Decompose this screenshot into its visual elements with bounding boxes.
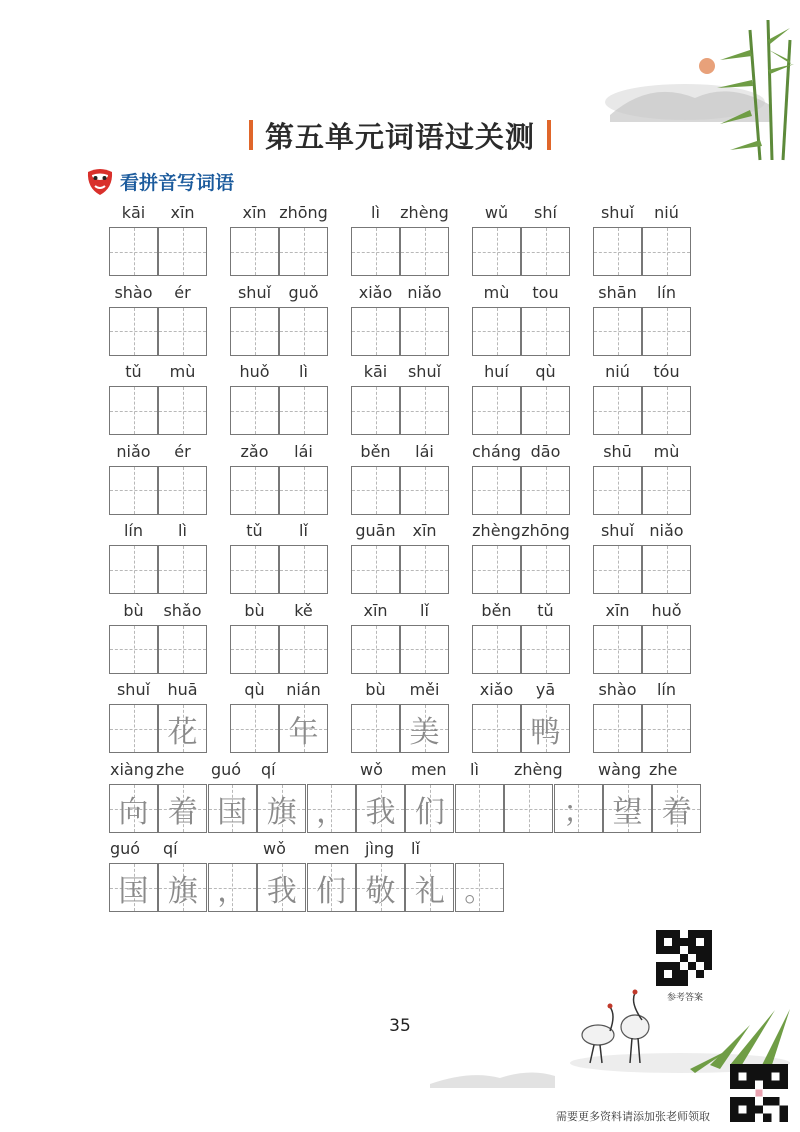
pinyin-syllable: tou	[532, 282, 559, 302]
cell-char	[159, 626, 206, 673]
pinyin-syllable: tǔ	[537, 600, 554, 620]
writing-cell[interactable]	[230, 227, 279, 276]
writing-cell[interactable]	[257, 784, 306, 833]
pinyin-syllable: qí	[261, 760, 276, 779]
cell-char	[522, 387, 569, 434]
title-bar-left	[249, 120, 253, 150]
cell-char	[352, 308, 399, 355]
cell-char	[280, 626, 327, 673]
cell-char	[643, 387, 690, 434]
cell-char: 礼	[414, 873, 445, 909]
cell-char	[594, 546, 641, 593]
pinyin-syllable: lì	[470, 760, 479, 779]
writing-cell[interactable]	[521, 704, 570, 753]
writing-cell[interactable]	[521, 545, 570, 594]
writing-cell[interactable]	[351, 545, 400, 594]
writing-cell[interactable]	[109, 704, 158, 753]
writing-cell[interactable]	[521, 466, 570, 515]
pinyin-syllable: xīn	[363, 600, 388, 620]
cell-char	[473, 546, 520, 593]
writing-cell[interactable]	[158, 863, 207, 912]
pinyin-syllable: men	[314, 839, 350, 858]
ink-wash-decoration	[430, 1062, 560, 1092]
pinyin-syllable: shí	[534, 203, 557, 222]
writing-cell[interactable]	[554, 784, 603, 833]
pinyin-syllable: zhe	[156, 760, 185, 779]
pinyin-syllable: shào	[114, 282, 153, 302]
cell-char	[231, 308, 278, 355]
cell-char: 着	[167, 794, 198, 830]
opera-mask-icon	[86, 166, 114, 196]
writing-cell[interactable]	[257, 863, 306, 912]
cell-char	[231, 546, 278, 593]
writing-cell[interactable]	[472, 466, 521, 515]
writing-cell[interactable]	[400, 704, 449, 753]
cell-char	[352, 387, 399, 434]
answer-qr-code	[656, 930, 712, 986]
writing-cell[interactable]	[158, 784, 207, 833]
writing-cell[interactable]	[405, 863, 454, 912]
cell-char	[231, 705, 278, 752]
writing-cell[interactable]	[109, 625, 158, 674]
writing-cell[interactable]	[109, 784, 158, 833]
cell-char: 旗	[266, 794, 297, 830]
pinyin-syllable: zhōng	[521, 521, 570, 540]
pinyin-syllable: huí	[484, 362, 509, 381]
pinyin-syllable: bù	[244, 600, 265, 620]
pinyin-syllable: tǔ	[125, 362, 142, 381]
cell-char: 年	[288, 714, 319, 750]
writing-cell[interactable]	[279, 466, 328, 515]
pinyin-syllable: huǒ	[651, 600, 682, 620]
pinyin-syllable: bù	[123, 600, 144, 620]
cell-char: ，	[217, 873, 248, 909]
cell-char	[280, 467, 327, 514]
cell-char	[505, 785, 552, 832]
pinyin-syllable: lái	[415, 441, 434, 461]
pinyin-syllable: lǐ	[420, 600, 429, 620]
writing-cell[interactable]	[400, 386, 449, 435]
pinyin-syllable: cháng	[472, 441, 522, 461]
cell-char: 我	[266, 873, 297, 909]
pinyin-syllable: zhōng	[279, 203, 328, 222]
writing-cell[interactable]	[642, 545, 691, 594]
writing-cell[interactable]	[158, 466, 207, 515]
writing-cell[interactable]	[351, 704, 400, 753]
pinyin-syllable: běn	[360, 441, 391, 461]
cell-char	[643, 467, 690, 514]
pinyin-syllable: měi	[409, 680, 440, 699]
writing-cell[interactable]	[230, 466, 279, 515]
cell-char	[110, 228, 157, 275]
writing-cell[interactable]	[593, 227, 642, 276]
title-block	[0, 112, 800, 158]
cell-char	[401, 546, 448, 593]
writing-cell[interactable]	[400, 466, 449, 515]
writing-cell[interactable]	[472, 625, 521, 674]
pinyin-syllable: niǎo	[407, 282, 442, 302]
pinyin-syllable: xīn	[412, 521, 437, 540]
cell-char: 们	[414, 794, 445, 830]
writing-cell[interactable]	[593, 307, 642, 356]
writing-cell[interactable]	[521, 625, 570, 674]
pinyin-syllable: kāi	[121, 203, 146, 222]
pinyin-syllable: wǒ	[263, 839, 286, 858]
pinyin-syllable: kāi	[363, 362, 388, 381]
writing-cell[interactable]	[158, 227, 207, 276]
cell-char	[401, 626, 448, 673]
title-bar-right	[547, 120, 551, 150]
cell-char	[401, 467, 448, 514]
cell-char	[110, 308, 157, 355]
writing-cell[interactable]	[307, 863, 356, 912]
pinyin-syllable: zhèng	[400, 203, 449, 222]
writing-cell[interactable]	[208, 863, 257, 912]
pinyin-syllable: mù	[483, 282, 510, 302]
cell-char	[522, 467, 569, 514]
cell-char	[401, 228, 448, 275]
pinyin-syllable: lì	[178, 521, 187, 540]
pinyin-syllable: tǔ	[246, 521, 263, 540]
pinyin-syllable: huā	[167, 680, 198, 699]
pinyin-syllable: yā	[535, 680, 556, 699]
cell-char: 望	[612, 794, 643, 830]
writing-cell[interactable]	[109, 545, 158, 594]
cell-char	[594, 705, 641, 752]
pinyin-syllable: huǒ	[239, 362, 270, 381]
cell-char: 们	[316, 873, 347, 909]
pinyin-syllable: mù	[653, 441, 680, 461]
cell-char	[159, 467, 206, 514]
writing-cell[interactable]	[521, 227, 570, 276]
cell-char	[352, 228, 399, 275]
cell-char: 国	[217, 794, 248, 830]
footer-note: 需要更多资料请添加张老师领取	[556, 1110, 710, 1123]
pinyin-syllable: qí	[163, 839, 178, 858]
pinyin-syllable: shān	[598, 282, 637, 302]
cell-char	[594, 387, 641, 434]
cell-char	[473, 308, 520, 355]
section-header	[86, 164, 234, 198]
writing-cell[interactable]	[455, 784, 504, 833]
writing-cell[interactable]	[158, 545, 207, 594]
cell-char	[352, 705, 399, 752]
pinyin-syllable: bù	[365, 680, 386, 699]
cell-char	[643, 546, 690, 593]
pinyin-syllable: guó	[211, 760, 242, 779]
pinyin-syllable: wǒ	[360, 760, 383, 779]
cell-char	[231, 228, 278, 275]
cell-char	[594, 308, 641, 355]
cell-char	[643, 308, 690, 355]
writing-cell[interactable]	[279, 386, 328, 435]
cell-char: 着	[661, 794, 692, 830]
pinyin-syllable: niú	[605, 362, 630, 381]
cell-char	[159, 308, 206, 355]
cell-char	[522, 228, 569, 275]
writing-cell[interactable]	[642, 625, 691, 674]
writing-cell[interactable]	[603, 784, 652, 833]
qr-caption: 参考答案	[666, 993, 703, 1003]
writing-cell[interactable]	[642, 227, 691, 276]
pinyin-syllable: zhèng	[514, 760, 563, 779]
writing-cell[interactable]	[109, 386, 158, 435]
writing-cell[interactable]	[642, 704, 691, 753]
writing-cell[interactable]	[351, 307, 400, 356]
pinyin-syllable: men	[411, 760, 447, 779]
writing-cell[interactable]	[400, 227, 449, 276]
writing-cell[interactable]	[230, 545, 279, 594]
writing-cell[interactable]	[455, 863, 504, 912]
cell-char: ；	[563, 794, 594, 830]
pinyin-syllable: zhèng	[472, 521, 521, 540]
cell-char	[280, 546, 327, 593]
writing-cell[interactable]	[109, 863, 158, 912]
section-label: 看拼音写词语	[120, 171, 235, 194]
cell-char	[594, 228, 641, 275]
cell-char	[594, 626, 641, 673]
writing-cell[interactable]	[109, 227, 158, 276]
pinyin-syllable: tóu	[653, 362, 680, 381]
cell-char	[110, 387, 157, 434]
pinyin-syllable: lì	[299, 362, 308, 381]
cell-char	[473, 387, 520, 434]
pinyin-syllable: shuǐ	[600, 521, 635, 540]
pinyin-syllable: guǒ	[288, 282, 319, 302]
writing-cell[interactable]	[504, 784, 553, 833]
cell-char	[643, 228, 690, 275]
writing-cell[interactable]	[279, 545, 328, 594]
pinyin-syllable: niǎo	[649, 521, 684, 540]
writing-cell[interactable]	[400, 545, 449, 594]
writing-cell[interactable]	[642, 386, 691, 435]
cell-char	[110, 626, 157, 673]
cell-char	[456, 785, 503, 832]
cell-char	[473, 626, 520, 673]
cell-char	[159, 546, 206, 593]
writing-cell[interactable]	[158, 386, 207, 435]
writing-cell[interactable]	[400, 625, 449, 674]
writing-cell[interactable]	[351, 466, 400, 515]
pinyin-syllable: ér	[174, 441, 191, 461]
writing-cell[interactable]	[230, 704, 279, 753]
pinyin-syllable: dāo	[530, 441, 561, 461]
writing-cell[interactable]	[472, 545, 521, 594]
cell-char: 旗	[167, 873, 198, 909]
pinyin-syllable: lái	[294, 441, 313, 461]
cell-char	[594, 467, 641, 514]
pinyin-syllable: jìng	[365, 839, 395, 858]
writing-cell[interactable]	[593, 625, 642, 674]
pinyin-syllable: qù	[535, 362, 556, 381]
writing-cell[interactable]	[279, 704, 328, 753]
pinyin-syllable: zhe	[649, 760, 678, 779]
pinyin-syllable: niǎo	[116, 441, 151, 461]
pinyin-syllable: wǔ	[484, 203, 509, 222]
cell-char: 鸭	[530, 714, 561, 750]
cell-char: 美	[409, 714, 440, 750]
cell-char	[643, 705, 690, 752]
pinyin-syllable: lín	[123, 521, 144, 540]
cell-char: 花	[167, 714, 198, 750]
writing-cell[interactable]	[472, 386, 521, 435]
pinyin-syllable: lín	[656, 282, 677, 302]
writing-cell[interactable]	[109, 307, 158, 356]
pinyin-syllable: běn	[481, 600, 512, 620]
pinyin-syllable: shū	[603, 441, 632, 461]
cell-char	[473, 705, 520, 752]
pinyin-syllable: shuǐ	[237, 282, 272, 302]
pinyin-syllable: shào	[598, 680, 637, 699]
cell-char	[231, 626, 278, 673]
writing-cell[interactable]	[351, 227, 400, 276]
pinyin-syllable: xīn	[170, 203, 195, 222]
pinyin-syllable: shuǐ	[600, 203, 635, 222]
cell-char	[110, 546, 157, 593]
writing-cell[interactable]	[356, 784, 405, 833]
writing-cell[interactable]	[593, 466, 642, 515]
pinyin-syllable: lín	[656, 680, 677, 699]
writing-cell[interactable]	[356, 863, 405, 912]
writing-cell[interactable]	[158, 625, 207, 674]
pinyin-syllable: xīn	[605, 600, 630, 620]
writing-cell[interactable]	[405, 784, 454, 833]
writing-cell[interactable]	[472, 227, 521, 276]
pinyin-syllable: guān	[355, 521, 396, 540]
cell-char	[643, 626, 690, 673]
pinyin-syllable: kě	[294, 600, 313, 620]
pinyin-syllable: lǐ	[299, 521, 308, 540]
writing-cell[interactable]	[279, 307, 328, 356]
cell-char	[401, 308, 448, 355]
writing-cell[interactable]	[158, 307, 207, 356]
cell-char	[352, 626, 399, 673]
contact-qr-code	[730, 1064, 788, 1122]
writing-cell[interactable]	[208, 784, 257, 833]
pinyin-syllable: xiǎo	[358, 282, 393, 302]
writing-cell[interactable]	[472, 704, 521, 753]
cell-char	[280, 387, 327, 434]
pinyin-syllable: wàng	[598, 760, 642, 779]
writing-cell[interactable]	[593, 545, 642, 594]
writing-cell[interactable]	[109, 466, 158, 515]
writing-cell[interactable]	[652, 784, 701, 833]
pinyin-syllable: xiàng	[110, 760, 155, 779]
writing-cell[interactable]	[400, 307, 449, 356]
cell-char	[280, 308, 327, 355]
cell-char	[473, 228, 520, 275]
pinyin-syllable: qù	[244, 680, 265, 699]
cell-char: 我	[365, 794, 396, 830]
pinyin-syllable: guó	[110, 839, 141, 858]
writing-cell[interactable]	[521, 307, 570, 356]
cell-char	[522, 546, 569, 593]
cell-char	[473, 467, 520, 514]
writing-cell[interactable]	[521, 386, 570, 435]
cell-char	[231, 467, 278, 514]
pinyin-syllable: lì	[371, 203, 380, 222]
cell-char	[352, 546, 399, 593]
pinyin-syllable: shuǐ	[116, 680, 151, 699]
writing-cell[interactable]	[279, 227, 328, 276]
cell-char	[110, 705, 157, 752]
pinyin-syllable: xīn	[242, 203, 267, 222]
writing-cell[interactable]	[279, 625, 328, 674]
cell-char: 向	[118, 794, 149, 830]
pinyin-syllable: nián	[286, 680, 321, 699]
writing-cell[interactable]	[351, 386, 400, 435]
writing-cell[interactable]	[593, 386, 642, 435]
cell-char	[352, 467, 399, 514]
pinyin-syllable: niú	[654, 203, 679, 222]
pinyin-syllable: zǎo	[240, 441, 269, 461]
cell-char: 。	[464, 873, 495, 909]
writing-cell[interactable]	[593, 704, 642, 753]
writing-cell[interactable]	[472, 307, 521, 356]
cell-char	[401, 387, 448, 434]
cell-char: 国	[118, 873, 149, 909]
cell-char	[159, 387, 206, 434]
pinyin-syllable: lǐ	[411, 839, 420, 858]
cell-char	[159, 228, 206, 275]
writing-cell[interactable]	[307, 784, 356, 833]
writing-cell[interactable]	[642, 307, 691, 356]
pinyin-syllable: ér	[174, 282, 191, 302]
pinyin-syllable: shǎo	[163, 600, 202, 620]
cell-char	[522, 626, 569, 673]
cell-char	[231, 387, 278, 434]
writing-cell[interactable]	[230, 386, 279, 435]
cell-char	[280, 228, 327, 275]
pinyin-syllable: xiǎo	[479, 680, 514, 699]
page-number: 35	[389, 1016, 411, 1036]
writing-cell[interactable]	[642, 466, 691, 515]
writing-cell[interactable]	[230, 625, 279, 674]
pinyin-syllable: shuǐ	[407, 362, 442, 381]
cell-char: 敬	[365, 873, 396, 909]
writing-cell[interactable]	[230, 307, 279, 356]
cell-char	[110, 467, 157, 514]
pinyin-syllable: mù	[169, 362, 196, 381]
cell-char: ，	[316, 794, 347, 830]
writing-cell[interactable]	[158, 704, 207, 753]
page-title: 第五单元词语过关测	[264, 119, 535, 154]
cell-char	[522, 308, 569, 355]
writing-cell[interactable]	[351, 625, 400, 674]
